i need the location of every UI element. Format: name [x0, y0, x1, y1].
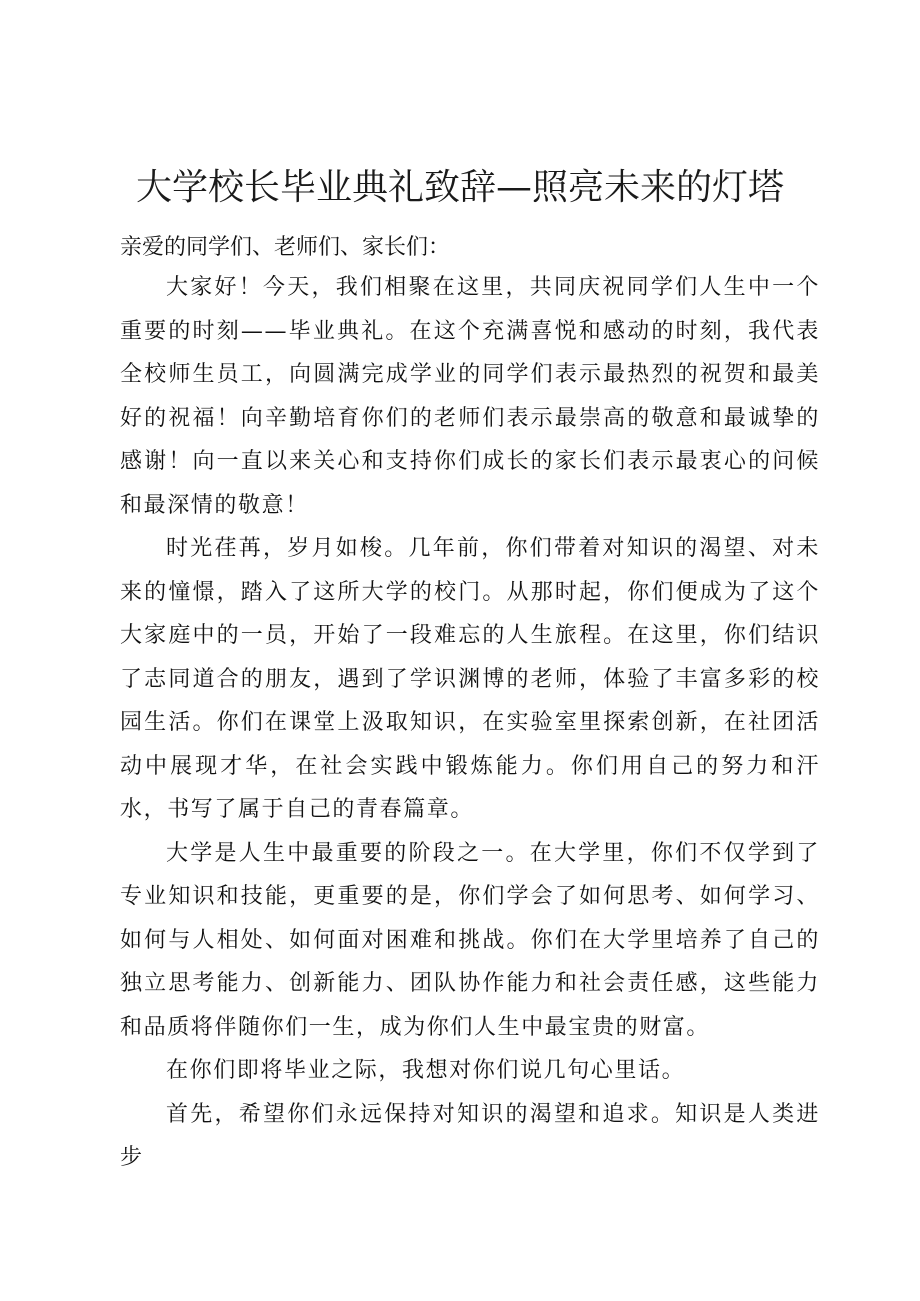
paragraph-university-stage: 大学是人生中最重要的阶段之一。在大学里，你们不仅学到了专业知识和技能，更重要的是，你们学会了如何思考、如何学习、如何与人相处、如何面对困难和挑战。你们在大学里培养了自己的独立思考能力、创新能力、团队协作能力和社会责任感，这些能力和品质将伴随你们一生，成为你们人生中最宝贵的财富。: [120, 840, 820, 1040]
paragraph-greeting: 大家好！今天，我们相聚在这里，共同庆祝同学们人生中一个重要的时刻——毕业典礼。在这个充满喜悦和感动的时刻，我代表全校师生员工，向圆满完成学业的同学们表示最热烈的祝贺和最美好的祝福！向辛勤培育你们的老师们表示最崇高的敬意和最诚挚的感谢！向一直以来关心和支持你们成长的家长们表示最衷心的问候和最深情的敬意！: [120, 275, 820, 518]
paragraph-memories: 时光荏苒，岁月如梭。几年前，你们带着对知识的渴望、对未来的憧憬，踏入了这所大学的校门。从那时起，你们便成为了这个大家庭中的一员，开始了一段难忘的人生旅程。在这里，你们结识了志同道合的朋友，遇到了学识渊博的老师，体验了丰富多彩的校园生活。你们在课堂上汲取知识，在实验室里探索创新，在社团活动中展现才华，在社会实践中锻炼能力。你们用自己的努力和汗水，书写了属于自己的青春篇章。: [120, 536, 820, 822]
salutation: 亲爱的同学们、老师们、家长们：: [120, 235, 451, 260]
paragraph-transition: 在你们即将毕业之际，我想对你们说几句心里话。: [166, 1058, 686, 1083]
document-title: 大学校长毕业典礼致辞—照亮未来的灯塔: [135, 167, 784, 208]
paragraph-first-wish: 首先，希望你们永远保持对知识的渴望和追求。知识是人类进步: [120, 1101, 820, 1170]
document-body: [120, 266, 820, 1180]
